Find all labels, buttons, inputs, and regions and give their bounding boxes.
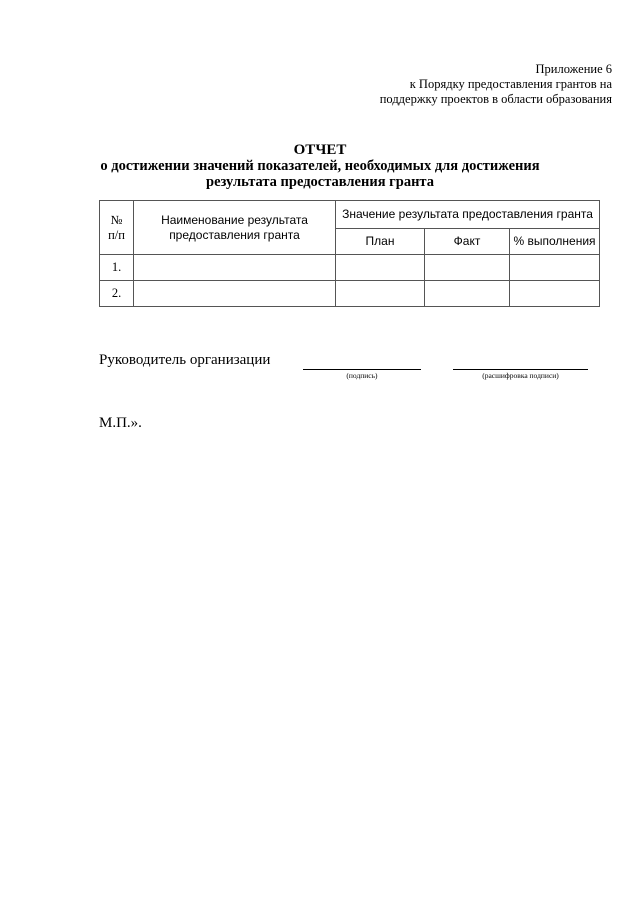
signature-decode-line	[453, 369, 588, 370]
row-result-name	[134, 281, 336, 307]
row-number: 2.	[100, 281, 134, 307]
appendix-reference: к Порядку предоставления грантов на	[409, 77, 612, 91]
report-title-main: ОТЧЕТ	[293, 142, 347, 158]
header-plan: План	[336, 229, 425, 255]
row-percent	[510, 255, 600, 281]
row-plan	[336, 255, 425, 281]
signature-decode-caption: (расшифровка подписи)	[482, 371, 559, 380]
header-result-name-line2: предоставления гранта	[169, 227, 300, 242]
row-number: 1.	[100, 255, 134, 281]
row-plan	[336, 281, 425, 307]
report-title	[60, 142, 580, 190]
header-number	[100, 201, 134, 255]
appendix-number: Приложение 6	[535, 62, 612, 76]
header-number-abbr: п/п	[108, 227, 125, 242]
header-number-sign: №	[110, 212, 123, 227]
report-table	[99, 200, 600, 307]
header-result-name-line1: Наименование результата	[161, 212, 308, 227]
signature-line	[303, 369, 421, 370]
report-title-subtitle-cont: результата предоставления гранта	[206, 174, 434, 190]
appendix-header	[352, 62, 612, 107]
header-percent: % выполнения	[510, 229, 600, 255]
table-row	[100, 281, 600, 307]
appendix-reference-cont: поддержку проектов в области образования	[379, 92, 612, 106]
row-fact	[425, 281, 510, 307]
row-result-name	[134, 255, 336, 281]
header-value-group: Значение результата предоставления гранта	[336, 201, 600, 229]
stamp-place-label: М.П.».	[99, 415, 142, 431]
signature-label: Руководитель организации	[99, 352, 271, 368]
signature-caption: (подпись)	[346, 371, 378, 380]
report-title-subtitle: о достижении значений показателей, необходимых для достижения	[100, 158, 540, 174]
table-row	[100, 255, 600, 281]
header-result-name	[134, 201, 336, 255]
header-fact: Факт	[425, 229, 510, 255]
row-percent	[510, 281, 600, 307]
table-header-row	[100, 201, 600, 229]
row-fact	[425, 255, 510, 281]
